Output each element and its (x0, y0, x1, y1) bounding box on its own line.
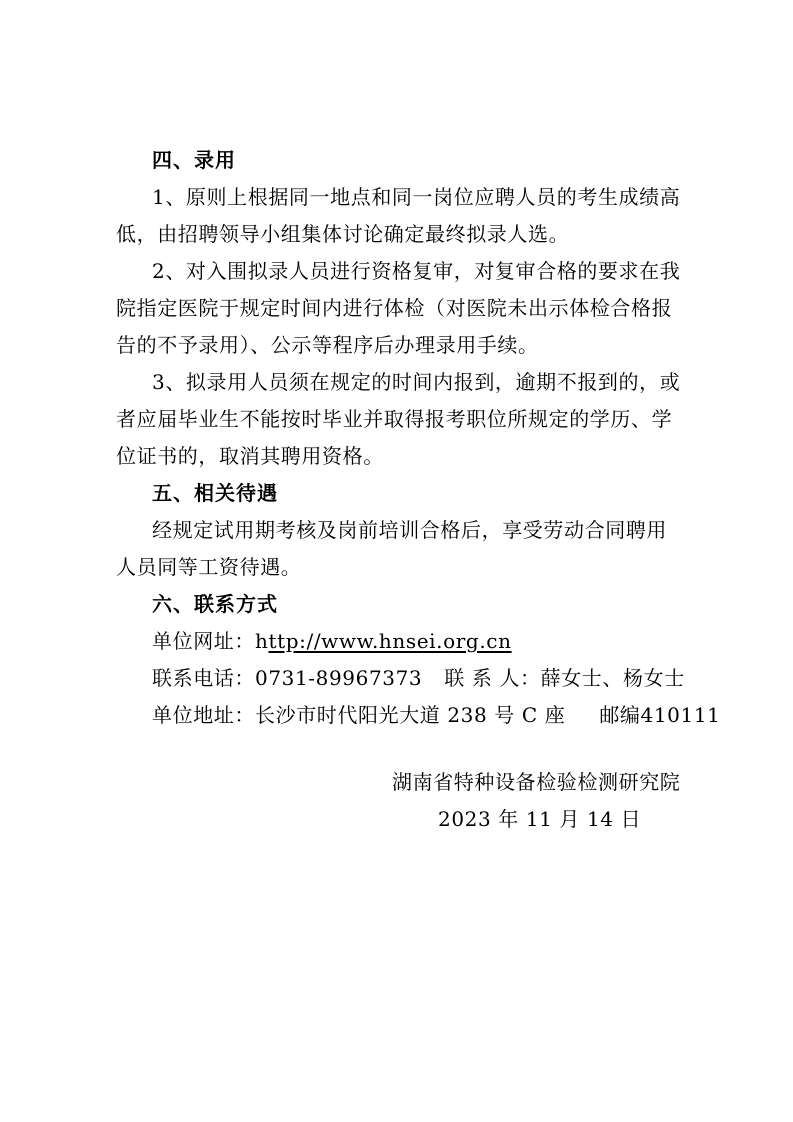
phone-contact-line (152, 666, 732, 690)
paragraph-line: 院指定医院于规定时间内进行体检（对医院未出示体检合格报 (116, 296, 673, 320)
paragraph-line: 位证书的，取消其聘用资格。 (116, 444, 384, 468)
postcode-label: 邮编 (599, 703, 641, 727)
section-heading-employment: 四、录用 (152, 148, 236, 172)
website-link-prefix[interactable]: h (255, 629, 269, 653)
signature-date: 2023 年 11 月 14 日 (438, 807, 642, 831)
website-label: 单位网址： (152, 629, 255, 653)
phone-number: 0731-89967373 (255, 666, 423, 690)
paragraph-line: 者应届毕业生不能按时毕业并取得报考职位所规定的学历、学 (116, 407, 673, 431)
address-value: 长沙市时代阳光大道 238 号 C 座 (255, 703, 566, 727)
paragraph-line: 低，由招聘领导小组集体讨论确定最终拟录人选。 (116, 222, 570, 246)
phone-label: 联系电话： (152, 666, 255, 690)
website-line (152, 629, 732, 653)
contact-names: 薛女士、杨女士 (540, 666, 685, 690)
postcode-value: 410111 (640, 703, 721, 727)
signature-organization: 湖南省特种设备检验检测研究院 (392, 770, 681, 794)
paragraph-line: 告的不予录用）、公示等程序后办理录用手续。 (116, 333, 539, 357)
paragraph-line: 2、对入围拟录人员进行资格复审，对复审合格的要求在我 (152, 259, 681, 283)
paragraph-line: 1、原则上根据同一地点和同一岗位应聘人员的考生成绩高 (152, 185, 681, 209)
website-link[interactable]: ttp://www.hnsei.org.cn (268, 629, 512, 653)
paragraph-line: 3、拟录用人员须在规定的时间内报到，逾期不报到的，或 (152, 370, 681, 394)
contact-label: 联 系 人： (444, 666, 541, 690)
address-line (152, 703, 732, 727)
address-label: 单位地址： (152, 703, 255, 727)
paragraph-line: 人员同等工资待遇。 (116, 555, 302, 579)
paragraph-line: 经规定试用期考核及岗前培训合格后，享受劳动合同聘用 (152, 518, 667, 542)
section-heading-contact: 六、联系方式 (152, 592, 278, 616)
section-heading-benefits: 五、相关待遇 (152, 481, 278, 505)
